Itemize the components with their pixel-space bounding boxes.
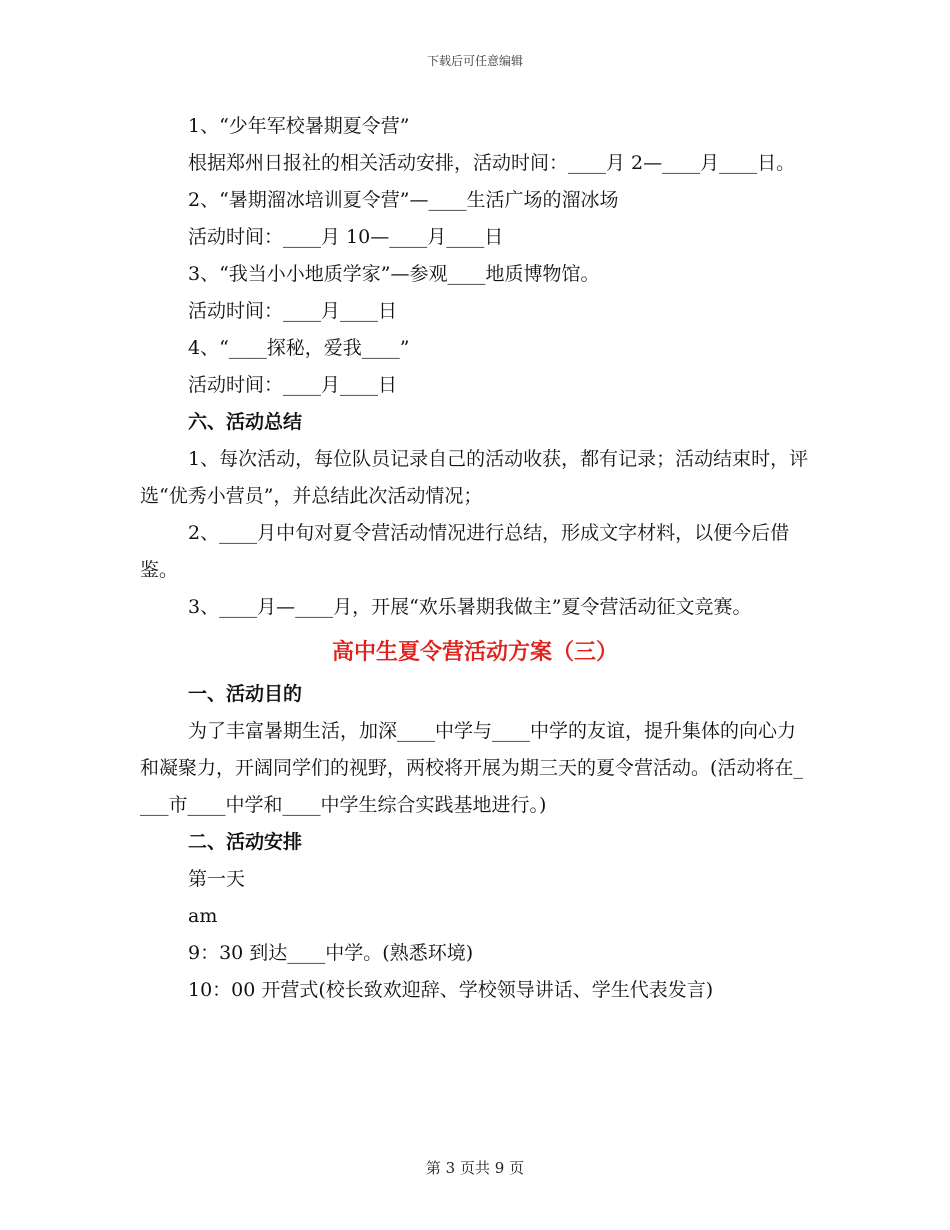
paragraph: 根据郑州日报社的相关活动安排，活动时间：____月 2—____月____日。 bbox=[188, 152, 796, 174]
paragraph: 活动时间：____月____日 bbox=[188, 300, 398, 322]
paragraph: 1、“少年军校暑期夏令营” bbox=[188, 115, 410, 137]
paragraph: am bbox=[188, 905, 218, 927]
paragraph: 第一天 bbox=[188, 868, 246, 890]
paragraph: 1、每次活动，每位队员记录自己的活动收获，都有记录；活动结束时，评选“优秀小营员”，并总结此次活动情况； bbox=[140, 448, 809, 507]
section-heading: 一、活动目的 bbox=[188, 683, 303, 705]
paragraph: 活动时间：____月____日 bbox=[188, 374, 398, 396]
page-header: 下载后可任意编辑 bbox=[426, 54, 523, 68]
section-heading: 六、活动总结 bbox=[188, 411, 303, 433]
paragraph: 为了丰富暑期生活，加深____中学与____中学的友谊，提升集体的向心力和凝聚力，开阔同学们的视野，两校将开展为期三天的夏令营活动。(活动将在____市____中学和____中学生综合实践基地进行。) bbox=[140, 720, 803, 816]
paragraph: 活动时间：____月 10—____月____日 bbox=[188, 226, 504, 248]
document-body bbox=[140, 108, 810, 1009]
paragraph: 9：30 到达____中学。(熟悉环境) bbox=[188, 942, 474, 964]
paragraph: 2、____月中旬对夏令营活动情况进行总结，形成文字材料，以便今后借鉴。 bbox=[140, 522, 790, 581]
paragraph: 3、____月—____月，开展“欢乐暑期我做主”夏令营活动征文竞赛。 bbox=[188, 596, 752, 618]
page-footer: 第 3 页共 9 页 bbox=[425, 1159, 525, 1177]
section-heading: 二、活动安排 bbox=[188, 831, 303, 853]
paragraph: 3、“我当小小地质学家”—参观____地质博物馆。 bbox=[188, 263, 600, 285]
section-title: 高中生夏令营活动方案（三） bbox=[331, 639, 618, 665]
paragraph: 10：00 开营式(校长致欢迎辞、学校领导讲话、学生代表发言) bbox=[188, 979, 714, 1001]
paragraph: 4、“____探秘，爱我____” bbox=[188, 337, 410, 359]
paragraph: 2、“暑期溜冰培训夏令营”—____生活广场的溜冰场 bbox=[188, 189, 619, 211]
